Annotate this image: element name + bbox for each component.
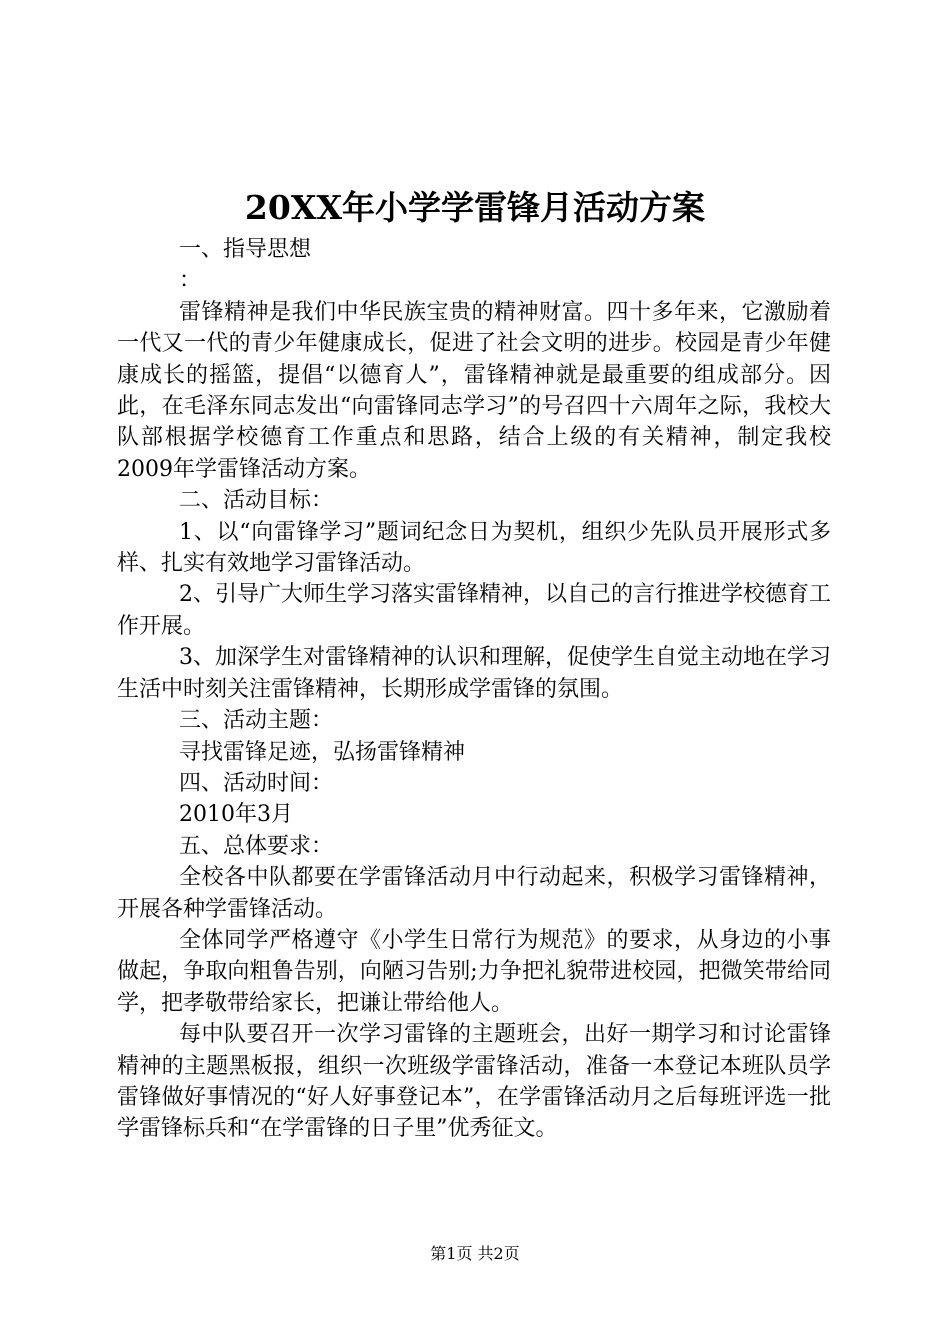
goal-item-1: 1、以“向雷锋学习”题词纪念日为契机，组织少先队员开展形式多样、扎实有效地学习雷锋活动。: [117, 519, 831, 577]
goal-item-3: 3、加深学生对雷锋精神的认识和理解，促使学生自觉主动地在学习生活中时刻关注雷锋精神，长期形成学雷锋的氛围。: [117, 645, 831, 702]
section-heading-theme: 三、活动主题：: [179, 708, 334, 734]
time-text: 2010年3月: [179, 802, 293, 828]
document-body: [117, 234, 831, 1145]
requirement-paragraph-3: 每中队要召开一次学习雷锋的主题班会，出好一期学习和讨论雷锋精神的主题黑板报，组织一次班级学雷锋活动，准备一本登记本班队员学雷锋做好事情况的“好人好事登记本”，在学雷锋活动月之后每班评选一批学雷锋标兵和“在学雷锋的日子里”优秀征文。: [117, 1022, 831, 1142]
page-footer: 第1页 共2页: [430, 1244, 520, 1263]
page-title: 20XX年小学学雷锋月活动方案: [244, 188, 706, 227]
section-heading-time: 四、活动时间：: [179, 770, 334, 796]
section-heading-guiding: 一、指导思想: [179, 237, 312, 262]
theme-text: 寻找雷锋足迹，弘扬雷锋精神: [179, 739, 466, 765]
paragraph-intro: 雷锋精神是我们中华民族宝贵的精神财富。四十多年来，它激励着一代又一代的青少年健康成长，促进了社会文明的进步。校园是青少年健康成长的摇篮，提倡“以德育人”，雷锋精神就是最重要的组成部分。因此，在毛泽东同志发出“向雷锋同志学习”的号召四十六周年之际，我校大队部根据学校德育工作重点和思路，结合上级的有关精神，制定我校2009年学雷锋活动方案。: [117, 299, 831, 482]
section-heading-goals: 二、活动目标：: [179, 488, 334, 514]
section-heading-requirements: 五、总体要求：: [179, 833, 334, 859]
goal-item-2: 2、引导广大师生学习落实雷锋精神，以自己的言行推进学校德育工作开展。: [117, 582, 831, 639]
requirement-paragraph-1: 全校各中队都要在学雷锋活动月中行动起来，积极学习雷锋精神，开展各种学雷锋活动。: [117, 865, 831, 922]
requirement-paragraph-2: 全体同学严格遵守《小学生日常行为规范》的要求，从身边的小事做起，争取向粗鲁告别，向陋习告别;力争把礼貌带进校园，把微笑带给同学，把孝敬带给家长，把谦让带给他人。: [117, 927, 831, 1016]
heading-colon: ：: [179, 268, 202, 294]
